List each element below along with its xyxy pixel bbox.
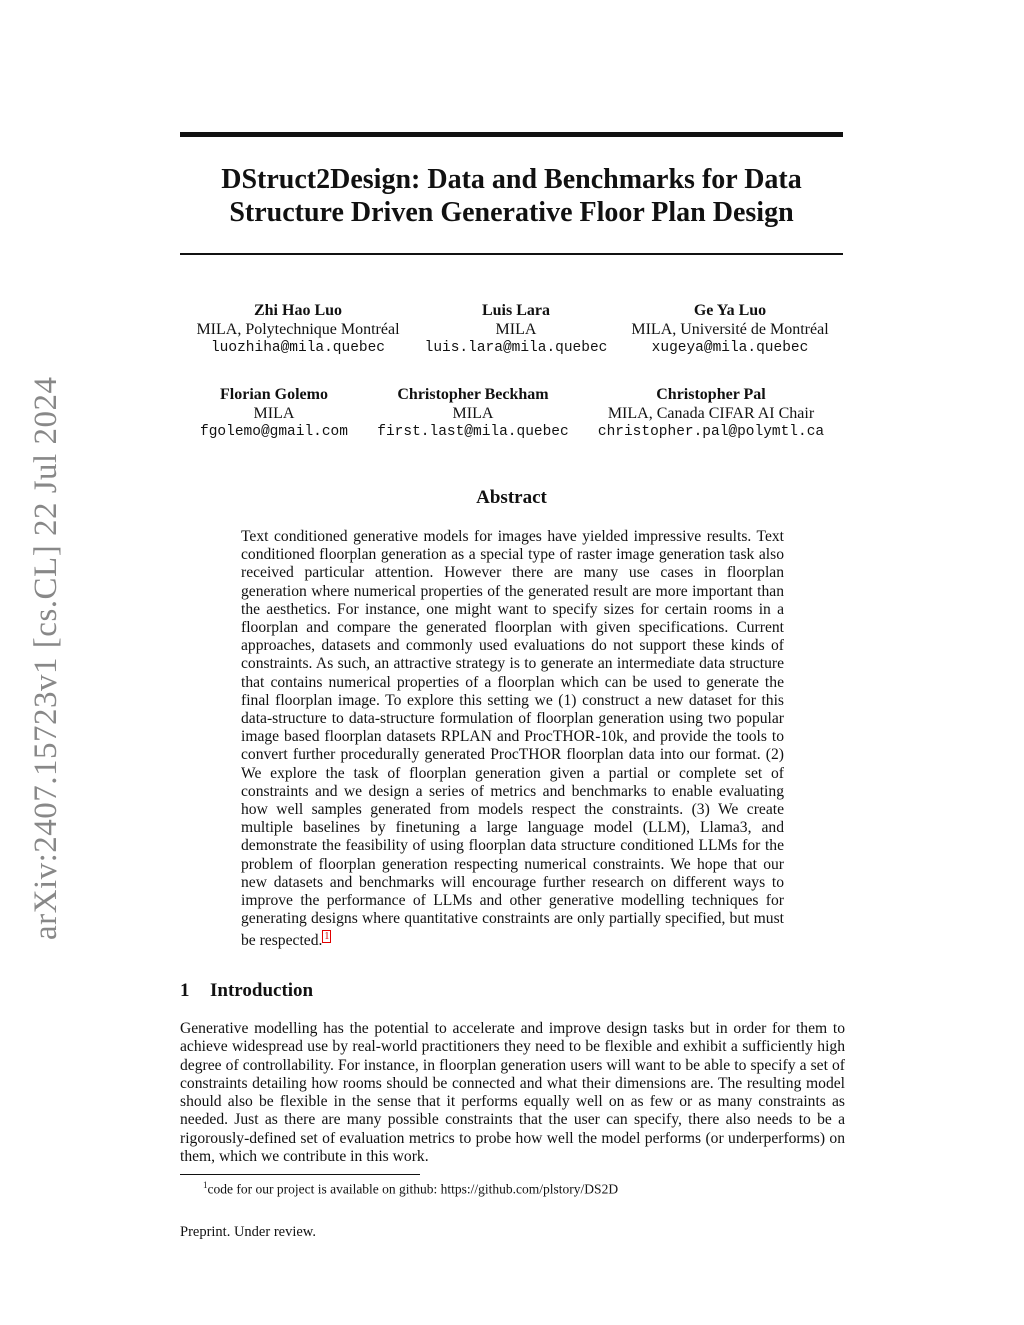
author-email[interactable]: luozhiha@mila.quebec xyxy=(210,340,386,356)
footnote-text: code for our project is available on github: https://github.com/plstory/DS2D xyxy=(207,1181,619,1197)
author-name: Ge Ya Luo xyxy=(693,302,767,319)
author-email[interactable]: christopher.pal@polymtl.ca xyxy=(597,424,825,440)
author-affiliation: MILA xyxy=(253,405,295,422)
author-block xyxy=(578,385,844,442)
title-rule-bottom xyxy=(180,253,843,255)
author-affiliation: MILA, Université de Montréal xyxy=(631,321,829,338)
author-email[interactable]: luis.lara@mila.quebec xyxy=(424,340,608,356)
footnote-marker: 1 xyxy=(203,1180,208,1190)
author-email[interactable]: xugeya@mila.quebec xyxy=(651,340,809,356)
paper-title: DStruct2Design: Data and Benchmarks for Data Structure Driven Generative Floor Plan Design xyxy=(221,164,802,228)
section-number: 1 xyxy=(180,980,190,1001)
author-block xyxy=(616,301,844,358)
author-affiliation: MILA xyxy=(495,321,537,338)
author-name: Florian Golemo xyxy=(220,386,328,403)
author-block xyxy=(180,385,368,442)
author-name: Luis Lara xyxy=(481,302,550,319)
author-email[interactable]: fgolemo@gmail.com xyxy=(200,424,348,440)
author-name: Zhi Hao Luo xyxy=(253,302,343,319)
abstract-heading: Abstract xyxy=(476,487,547,508)
footnote-rule xyxy=(180,1174,420,1175)
author-affiliation: MILA, Canada CIFAR AI Chair xyxy=(607,405,815,422)
author-block xyxy=(416,301,616,358)
arxiv-identifier: arXiv:2407.15723v1 [cs.CL] 22 Jul 2024 xyxy=(28,376,64,940)
introduction-text: Generative modelling has the potential to accelerate and improve design tasks but in order for them to achieve widespread use by real-world practitioners they need to be flexible and exhibit a sufficiently high degree of controllability. For instance, in floorplan generation users will want to be able to specify a set of constraints detailing how rooms should be connected and what their dimensions are. The resulting model should also be flexible in the sense that it performs equally well on as few or as many constraints as needed. Just as there are many possible constraints that the user can specify, there also needs to be a rigorously-defined set of evaluation metrics to probe how well the model performs (or underperforms) on them, which we contribute in this work. xyxy=(180,1020,845,1166)
section-heading-introduction xyxy=(180,980,313,1002)
footnote xyxy=(203,1180,618,1198)
author-affiliation: MILA xyxy=(452,405,494,422)
footnote-link[interactable]: 1 xyxy=(324,931,330,943)
author-affiliation: MILA, Polytechnique Montréal xyxy=(196,321,400,338)
author-block xyxy=(180,301,416,358)
abstract-text xyxy=(241,528,784,951)
author-name: Christopher Beckham xyxy=(397,386,549,403)
author-email[interactable]: first.last@mila.quebec xyxy=(377,424,569,440)
author-name: Christopher Pal xyxy=(656,386,766,403)
section-title: Introduction xyxy=(210,980,314,1001)
preprint-note: Preprint. Under review. xyxy=(180,1224,316,1240)
author-block xyxy=(368,385,578,442)
title-rule-top xyxy=(180,132,843,137)
abstract-body: Text conditioned generative models for images have yielded impressive results. Text conditioned floorplan generation as a special type of raster image generation task also received particular attention. However there are many use cases in floorplan generation where numerical properties of the generated result are more important than the aesthetics. For instance, one might want to specify sizes for certain rooms in a floorplan and compare the generated floorplan with given specifications. Current approaches, datasets and commonly used evaluations do not support these kinds of constraints. As such, an attractive strategy is to generate an intermediate data structure that contains numerical properties of a floorplan which can be used to generate the final floorplan image. To explore this setting we (1) construct a new dataset for this data-structure to data-structure formulation of floorplan generation using two popular image based floorplan datasets RPLAN and ProcTHOR-10k, and provide the tools to convert further procedurally generated ProcTHOR floorplan data into our format. (2) We explore the task of floorplan generation given a partial or complete set of constraints and we design a series of metrics and benchmarks to enable evaluating how well samples generated from models respect the constraints. (3) We create multiple baselines by finetuning a large language model (LLM), Llama3, and demonstrate the feasibility of using floorplan data structure conditioned LLMs for the problem of floorplan generation respecting numerical constraints. We hope that our new datasets and benchmarks will encourage further research on different ways to improve the performance of LLMs and other generative modelling techniques for generating designs where quantitative constraints are only partially specified, but must be respected. xyxy=(241,528,784,950)
